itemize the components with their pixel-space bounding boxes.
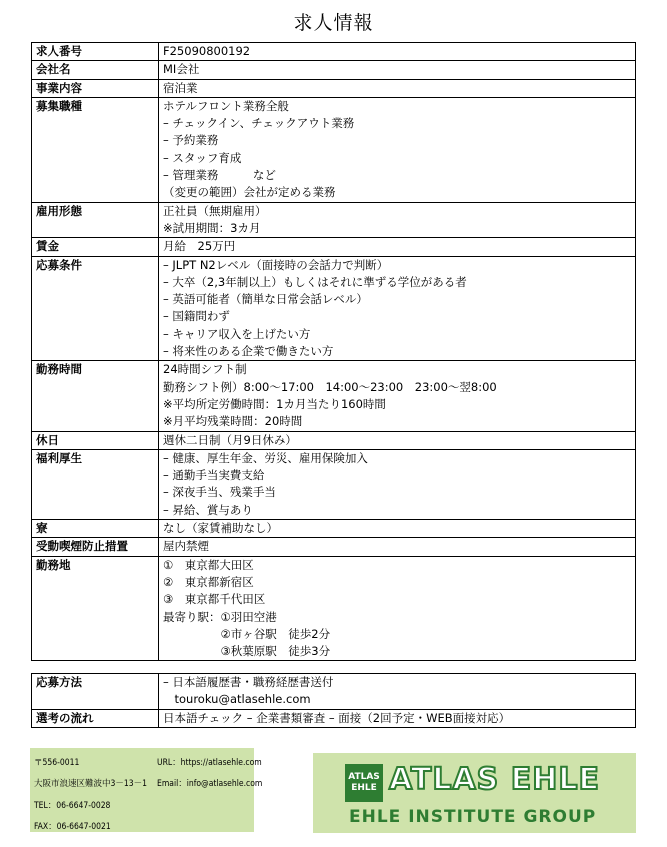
row-label: 福利厚生 bbox=[32, 449, 159, 519]
value-line: – 通勤手当実費支給 bbox=[163, 468, 265, 483]
table-row bbox=[32, 97, 636, 202]
table-row bbox=[32, 79, 636, 97]
row-label: 寮 bbox=[32, 520, 159, 538]
value-line: 勤務シフト例）8:00～17:00 14:00～23:00 23:00～翌8:00 bbox=[163, 379, 497, 394]
value-line: 宿泊業 bbox=[163, 80, 198, 95]
value-line: – 昇給、賞与あり bbox=[163, 502, 253, 517]
tel: TEL：06-6647-0028 bbox=[34, 801, 111, 811]
value-line: 屋内禁煙 bbox=[163, 539, 209, 554]
value-line: – 大卒（2,3年制以上）もしくはそれに準ずる学位がある者 bbox=[163, 274, 467, 289]
row-value bbox=[159, 361, 636, 431]
table-row bbox=[32, 202, 636, 238]
row-value bbox=[159, 79, 636, 97]
table-row bbox=[32, 431, 636, 449]
value-line: ※月平均残業時間：20時間 bbox=[163, 414, 303, 429]
value-line: ※試用期間：3カ月 bbox=[163, 220, 261, 235]
row-value bbox=[159, 449, 636, 519]
row-value bbox=[159, 202, 636, 238]
table-row bbox=[32, 361, 636, 431]
row-label: 選考の流れ bbox=[32, 709, 159, 727]
row-label: 勤務時間 bbox=[32, 361, 159, 431]
value-line: – 健康、厚生年金、労災、雇用保険加入 bbox=[163, 450, 368, 465]
logo-mark-top: ATLAS bbox=[348, 772, 380, 782]
logo-sub-text: EHLE INSTITUTE GROUP bbox=[349, 807, 597, 827]
table-row bbox=[32, 61, 636, 79]
table-row bbox=[32, 674, 636, 710]
row-value bbox=[159, 61, 636, 79]
application-table bbox=[31, 673, 636, 728]
value-line: ③秋葉原駅 徒歩3分 bbox=[163, 644, 331, 659]
logo-mark-icon bbox=[345, 764, 383, 802]
logo-mark-bottom: EHLE bbox=[351, 783, 377, 793]
value-line: – JLPT N2レベル（面接時の会話力で判断） bbox=[163, 257, 389, 272]
website-url: URL：https://atlasehle.com bbox=[157, 758, 262, 768]
value-line: 最寄り駅：①羽田空港 bbox=[163, 609, 277, 624]
value-line: – 管理業務 など bbox=[163, 168, 276, 183]
value-line: ② 東京都新宿区 bbox=[163, 574, 254, 589]
value-line: ① 東京都大田区 bbox=[163, 557, 254, 572]
row-label: 賃金 bbox=[32, 238, 159, 256]
row-label: 休日 bbox=[32, 431, 159, 449]
row-label: 雇用形態 bbox=[32, 202, 159, 238]
table-row bbox=[32, 449, 636, 519]
table-row bbox=[32, 538, 636, 556]
value-line: – 英語可能者（簡単な日常会話レベル） bbox=[163, 292, 368, 307]
contact-card bbox=[30, 748, 263, 832]
row-value bbox=[159, 238, 636, 256]
value-line: – 予約業務 bbox=[163, 133, 219, 148]
job-info-table bbox=[31, 42, 636, 661]
value-line: MI会社 bbox=[163, 62, 200, 77]
value-line: 日本語チェック – 企業書類審査 – 面接（2回予定・WEB面接対応） bbox=[163, 710, 511, 725]
value-line: 月給 25万円 bbox=[163, 239, 236, 254]
postal-code: 〒556-0011 bbox=[34, 758, 80, 768]
row-value bbox=[159, 520, 636, 538]
value-line: – スタッフ育成 bbox=[163, 150, 242, 165]
value-line: – キャリア収入を上げたい方 bbox=[163, 326, 311, 341]
row-value bbox=[159, 431, 636, 449]
row-label: 応募条件 bbox=[32, 256, 159, 361]
row-value bbox=[159, 709, 636, 727]
row-value bbox=[159, 97, 636, 202]
table-row bbox=[32, 709, 636, 727]
table-row bbox=[32, 43, 636, 61]
table-row bbox=[32, 238, 636, 256]
table-row bbox=[32, 520, 636, 538]
fax: FAX：06-6647-0021 bbox=[34, 822, 111, 832]
value-line: – 国籍問わず bbox=[163, 309, 230, 324]
row-label: 求人番号 bbox=[32, 43, 159, 61]
row-label: 応募方法 bbox=[32, 674, 159, 710]
logo-main-text: ATLAS EHLE bbox=[389, 762, 600, 797]
value-line: – チェックイン、チェックアウト業務 bbox=[163, 116, 355, 131]
table-row bbox=[32, 256, 636, 361]
row-label: 会社名 bbox=[32, 61, 159, 79]
value-line: touroku@atlasehle.com bbox=[163, 692, 311, 707]
value-line: ②市ヶ谷駅 徒歩2分 bbox=[163, 626, 331, 641]
value-line: – 日本語履歴書・職務経歴書送付 bbox=[163, 675, 334, 689]
row-value bbox=[159, 674, 636, 710]
row-value bbox=[159, 556, 636, 661]
table-row bbox=[32, 556, 636, 661]
row-value bbox=[159, 256, 636, 361]
row-label: 受動喫煙防止措置 bbox=[32, 538, 159, 556]
value-line: ホテルフロント業務全般 bbox=[163, 98, 289, 113]
value-line: ③ 東京都千代田区 bbox=[163, 592, 266, 607]
email: Email：info@atlasehle.com bbox=[157, 779, 263, 789]
page-title: 求人情報 bbox=[293, 12, 374, 34]
value-line: なし（家賃補助なし） bbox=[163, 521, 278, 536]
value-line: – 将来性のある企業で働きたい方 bbox=[163, 344, 334, 359]
value-line: ※平均所定労働時間：1カ月当たり160時間 bbox=[163, 396, 386, 411]
value-line: 24時間シフト制 bbox=[163, 362, 247, 377]
atlas-ehle-logo bbox=[313, 753, 636, 833]
row-value bbox=[159, 43, 636, 61]
row-label: 勤務地 bbox=[32, 556, 159, 661]
value-line: F25090800192 bbox=[163, 44, 251, 58]
row-label: 募集職種 bbox=[32, 97, 159, 202]
value-line: （変更の範囲）会社が定める業務 bbox=[163, 185, 336, 200]
row-value bbox=[159, 538, 636, 556]
row-label: 事業内容 bbox=[32, 79, 159, 97]
value-line: – 深夜手当、残業手当 bbox=[163, 485, 276, 500]
value-line: 正社員（無期雇用） bbox=[163, 203, 267, 218]
address: 大阪市浪速区難波中3－13－1 bbox=[34, 779, 147, 789]
value-line: 週休二日制（月9日休み） bbox=[163, 432, 297, 447]
